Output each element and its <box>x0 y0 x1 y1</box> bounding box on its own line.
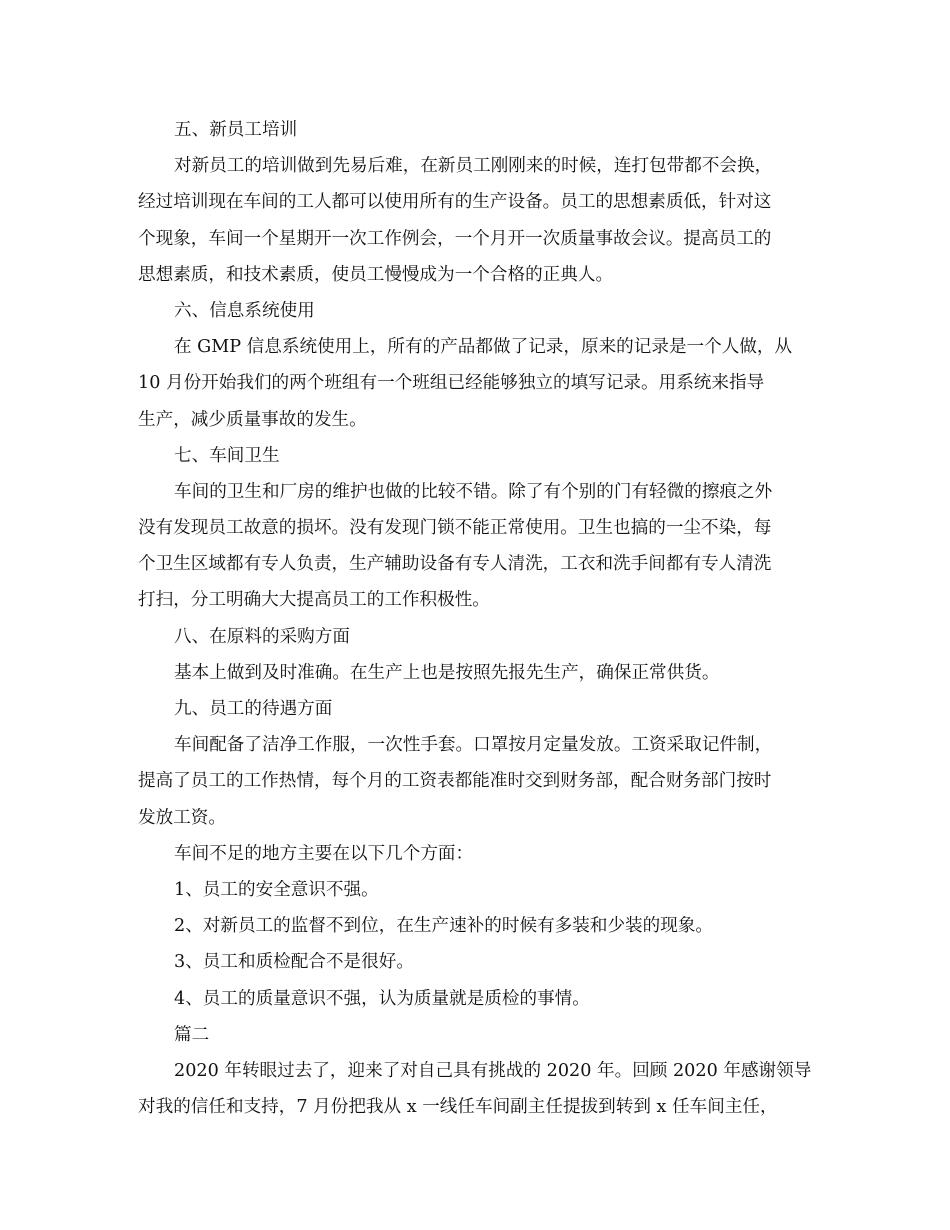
text-line: 经过培训现在车间的工人都可以使用所有的生产设备。员工的思想素质低，针对这 <box>138 192 772 213</box>
text-line: 车间的卫生和厂房的维护也做的比较不错。除了有个别的门有轻微的擦痕之外 <box>174 481 773 502</box>
text-line: 八、在原料的采购方面 <box>174 626 350 647</box>
text-line: 九、员工的待遇方面 <box>174 699 333 719</box>
text-line: 基本上做到及时准确。在生产上也是按照先报先生产，确保正常供货。 <box>174 662 720 683</box>
text-line: 2、对新员工的监督不到位，在生产速补的时候有多装和少装的现象。 <box>174 916 714 937</box>
text-line: 没有发现员工故意的损坏。没有发现门锁不能正常使用。卫生也搞的一尘不染，每 <box>138 518 772 539</box>
text-line: 3、员工和质检配合不是很好。 <box>174 952 414 973</box>
text-line: 车间不足的地方主要在以下几个方面： <box>174 843 474 864</box>
text-line: 提高了员工的工作热情，每个月的工资表都能准时交到财务部，配合财务部门按时 <box>138 771 772 792</box>
text-line: 2020 年转眼过去了，迎来了对自己具有挑战的 2020 年。回顾 2020 年感谢领导 <box>174 1060 812 1081</box>
text-line: 个卫生区域都有专人负责，生产辅助设备有专人清洗，工衣和洗手间都有专人清洗 <box>138 554 772 575</box>
text-line: 生产，减少质量事故的发生。 <box>138 409 367 430</box>
text-line: 对新员工的培训做到先易后难，在新员工刚刚来的时候，连打包带都不会换， <box>174 156 773 177</box>
text-line: 篇二 <box>174 1024 210 1045</box>
text-line: 4、员工的质量意识不强，认为质量就是质检的事情。 <box>174 988 590 1009</box>
text-line: 发放工资。 <box>138 807 226 828</box>
text-line: 六、信息系统使用 <box>174 300 315 321</box>
text-line: 1、员工的安全意识不强。 <box>174 879 379 900</box>
text-line: 10 月份开始我们的两个班组有一个班组已经能够独立的填写记录。用系统来指导 <box>138 373 765 394</box>
text-line: 对我的信任和支持，7 月份把我从 x 一线任车间副主任提拔到转到 x 任车间主任， <box>138 1097 778 1118</box>
text-line: 思想素质，和技术素质，使员工慢慢成为一个合格的正典人。 <box>138 264 614 285</box>
text-line: 个现象，车间一个星期开一次工作例会，一个月开一次质量事故会议。提高员工的 <box>138 228 772 249</box>
text-line: 在 GMP 信息系统使用上，所有的产品都做了记录，原来的记录是一个人做，从 <box>174 337 793 358</box>
text-line: 打扫，分工明确大大提高员工的工作积极性。 <box>138 590 490 611</box>
text-line: 车间配备了洁净工作服，一次性手套。口罩按月定量发放。工资采取记件制， <box>174 735 773 756</box>
text-line: 七、车间卫生 <box>174 445 280 466</box>
document-body <box>138 112 810 1125</box>
text-line: 五、新员工培训 <box>174 120 298 140</box>
